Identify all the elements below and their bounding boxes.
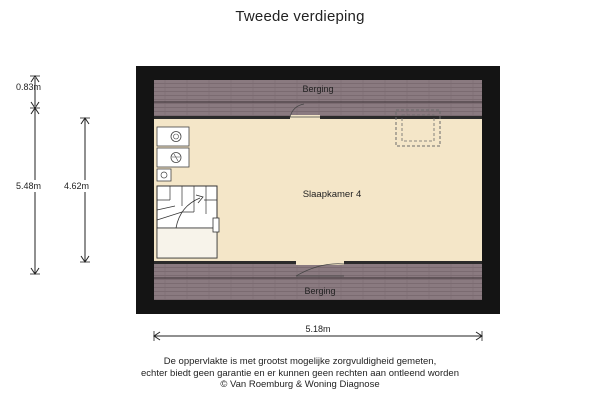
storage-bottom-label: Berging (304, 286, 336, 296)
dimension-inner-height (62, 118, 106, 262)
storage-top-label: Berging (302, 84, 334, 94)
disclaimer-line-1: De oppervlakte is met grootst mogelijke zorgvuldigheid gemeten, (163, 356, 437, 367)
storage-top-area (154, 80, 482, 120)
washing-machine-icon (157, 127, 189, 146)
storage-bottom-area (154, 260, 482, 300)
disclaimer-line-3: © Van Roemburg & Woning Diagnose (220, 379, 380, 390)
dimension-label-top-strip: 0.83m (16, 82, 42, 92)
staircase (157, 186, 219, 258)
dimension-label-inner-height: 4.62m (64, 181, 90, 191)
dimension-outer-height (14, 108, 54, 274)
dimension-width (154, 324, 482, 341)
dimension-label-outer-height: 5.48m (16, 181, 42, 191)
dryer-icon (157, 148, 189, 167)
dimension-top-strip (16, 76, 41, 108)
floor-title: Tweede verdieping (235, 8, 365, 25)
disclaimer (0, 356, 600, 391)
boiler-icon (157, 169, 171, 181)
disclaimer-line-2: echter biedt geen garantie en er kunnen geen rechten aan ontleend worden (141, 367, 459, 379)
dimension-label-width: 5.18m (305, 324, 331, 334)
room-label-main: Slaapkamer 4 (302, 189, 362, 200)
